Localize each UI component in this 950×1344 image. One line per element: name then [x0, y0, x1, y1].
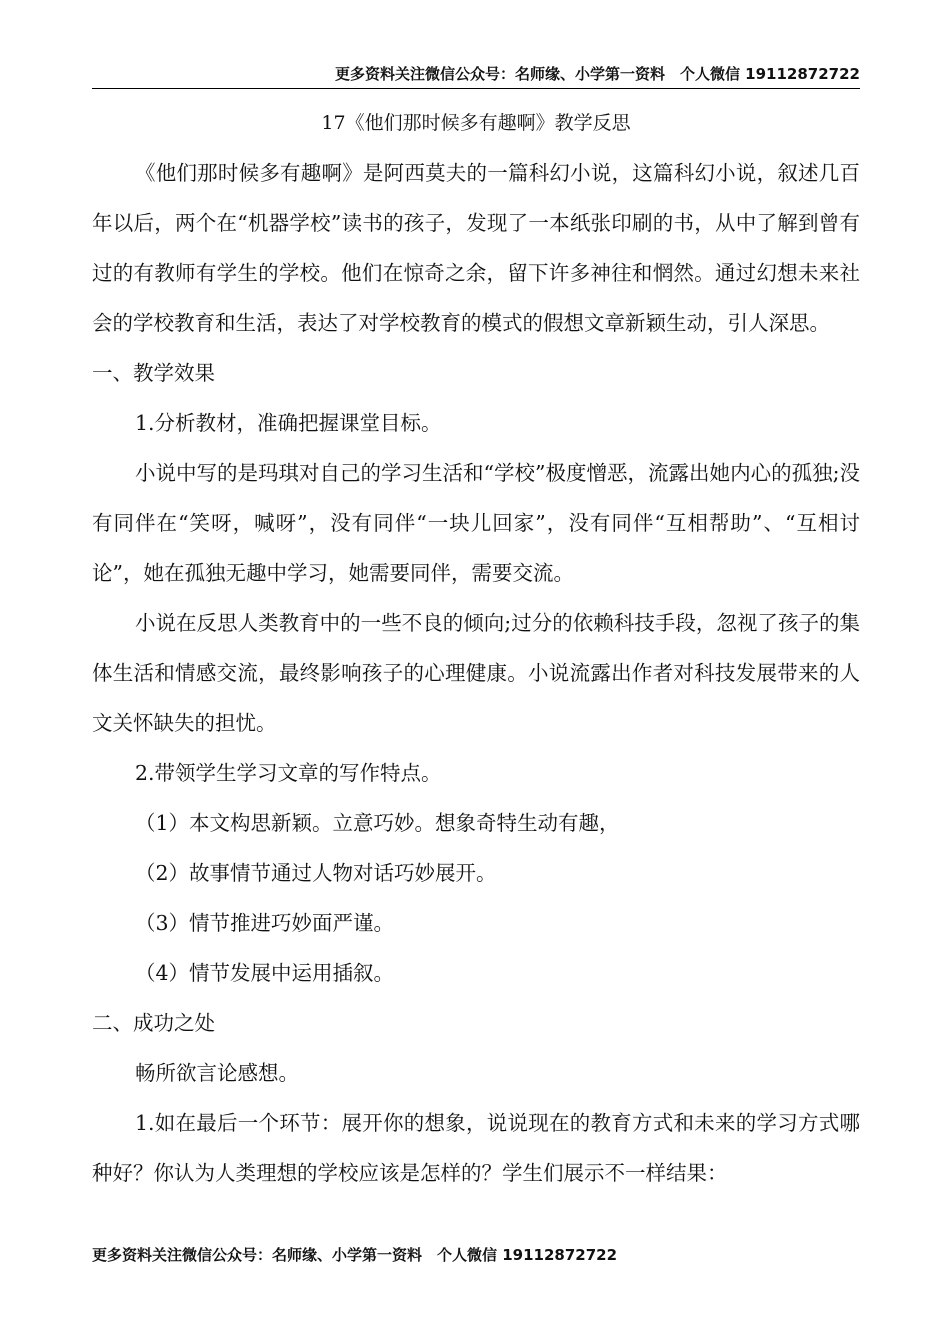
feature-item-1: （1）本文构思新颖。立意巧妙。想象奇特生动有趣，	[135, 811, 620, 835]
document-title: 17《他们那时候多有趣啊》教学反思	[321, 112, 631, 134]
section-heading-teaching-effect: 一、教学效果	[92, 361, 215, 385]
feature-item-4: （4）情节发展中运用插叙。	[135, 961, 395, 985]
point-2-heading: 2.带领学生学习文章的写作特点。	[135, 761, 442, 785]
feature-item-2: （2）故事情节通过人物对话巧妙展开。	[135, 861, 497, 885]
success-subheading: 畅所欲言论感想。	[135, 1061, 299, 1085]
paragraph-final-activity: 1.如在最后一个环节：展开你的想象，说说现在的教育方式和未来的学习方式哪种好？你认为人类理想的学校应该是怎样的？学生们展示不一样结果：	[92, 1111, 860, 1185]
document-body	[92, 148, 860, 1198]
paragraph-loneliness: 小说中写的是玛琪对自己的学习生活和“学校”极度憎恶，流露出她内心的孤独;没有同伴在“笑呀，喊呀”，没有同伴“一块儿回家”，没有同伴“互相帮助”、“互相讨论”，她在孤独无趣中学习，她需要同伴，需要交流。	[92, 461, 860, 585]
page-header: 更多资料关注微信公众号：名师缘、小学第一资料 个人微信 19112872722	[92, 62, 860, 89]
point-1-heading: 1.分析教材，准确把握课堂目标。	[135, 411, 442, 435]
feature-item-3: （3）情节推进巧妙面严谨。	[135, 911, 395, 935]
intro-paragraph: 《他们那时候多有趣啊》是阿西莫夫的一篇科幻小说，这篇科幻小说，叙述几百年以后，两个在“机器学校”读书的孩子，发现了一本纸张印刷的书，从中了解到曾有过的有教师有学生的学校。他们在惊奇之余，留下许多神往和惘然。通过幻想未来社会的学校教育和生活，表达了对学校教育的模式的假想文章新颖生动，引人深思。	[92, 161, 860, 335]
paragraph-reflection: 小说在反思人类教育中的一些不良的倾向;过分的依赖科技手段，忽视了孩子的集体生活和情感交流，最终影响孩子的心理健康。小说流露出作者对科技发展带来的人文关怀缺失的担忧。	[92, 611, 860, 735]
page-footer: 更多资料关注微信公众号：名师缘、小学第一资料 个人微信 19112872722	[92, 1246, 618, 1264]
section-heading-success: 二、成功之处	[92, 1011, 215, 1035]
